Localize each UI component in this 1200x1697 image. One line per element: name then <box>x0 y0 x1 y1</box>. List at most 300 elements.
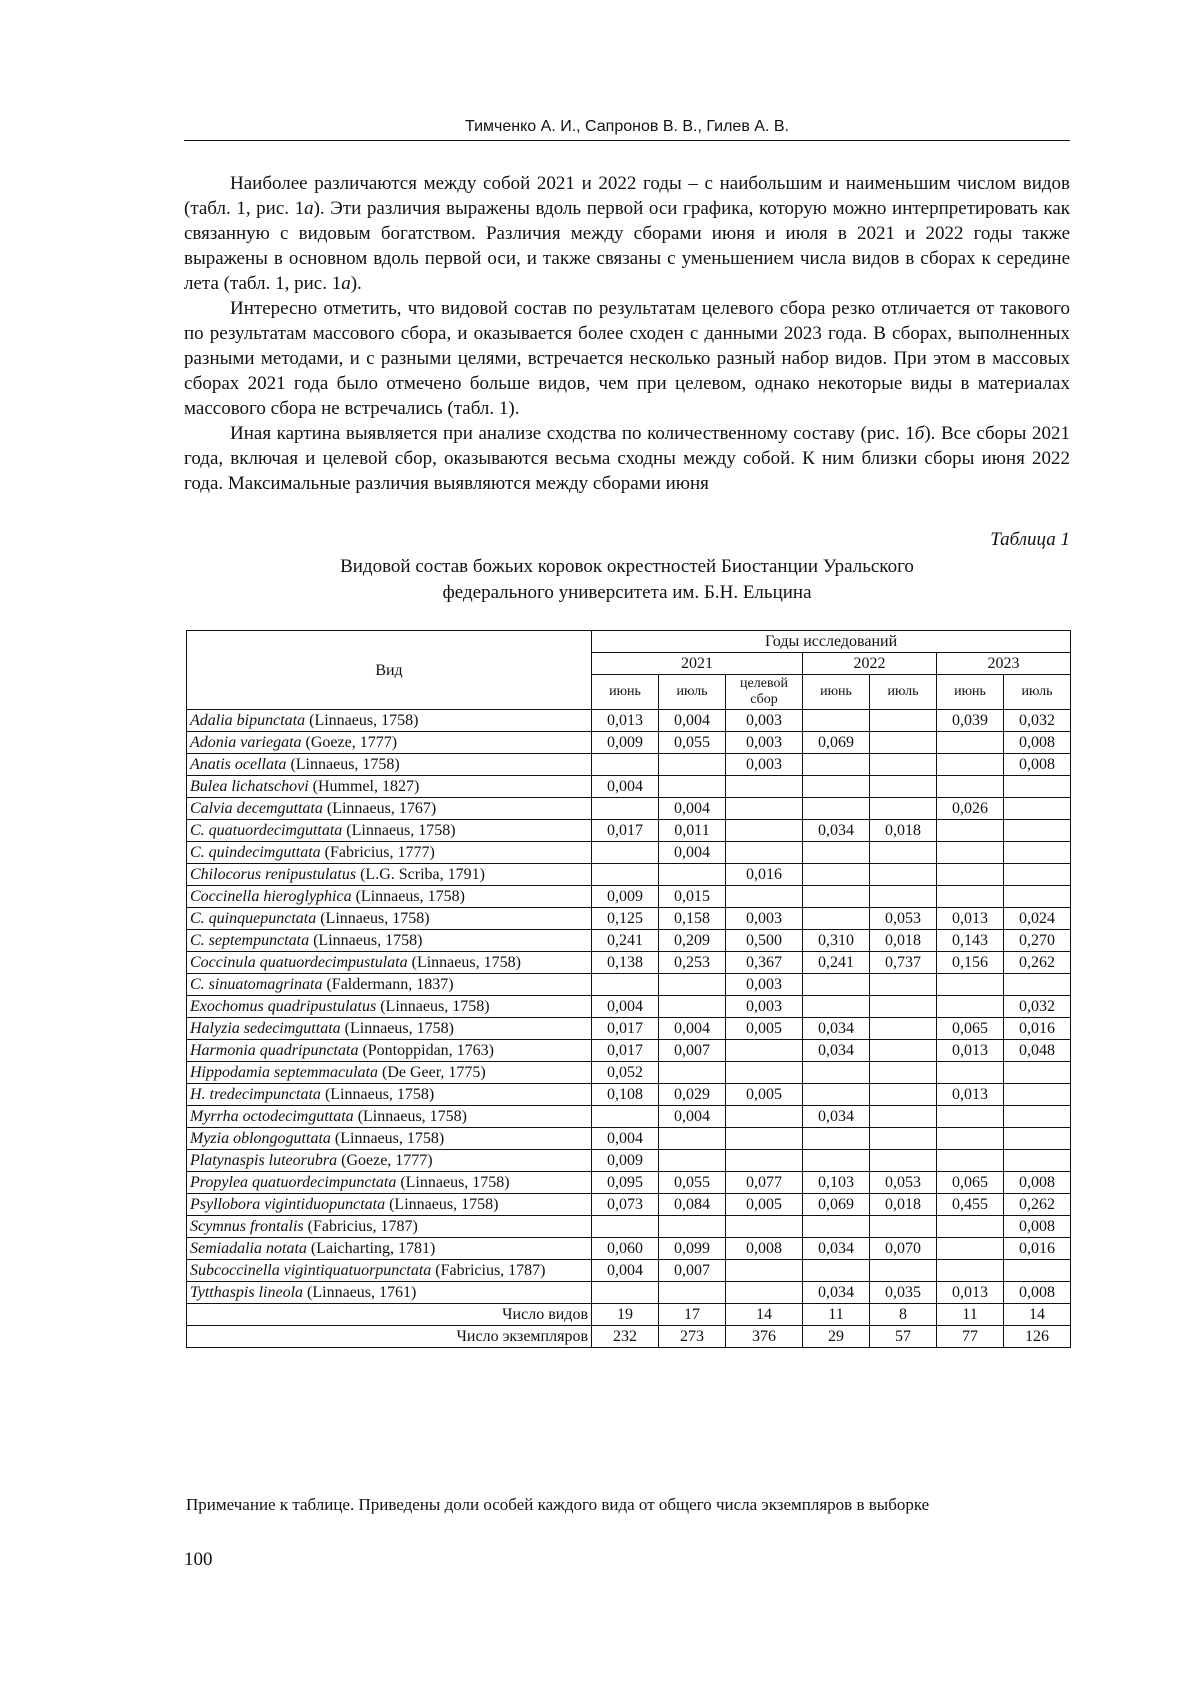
species-genus: Chilocorus renipustulatus <box>190 866 357 883</box>
value-cell: 0,007 <box>659 1260 726 1282</box>
species-name-cell <box>187 974 592 996</box>
value-cell: 0,035 <box>870 1282 937 1304</box>
value-cell <box>592 1216 659 1238</box>
value-cell: 0,003 <box>726 996 803 1018</box>
value-cell: 0,005 <box>726 1194 803 1216</box>
species-name-cell <box>187 1172 592 1194</box>
species-genus: Platynaspis luteorubra <box>190 1152 338 1169</box>
value-cell <box>870 1084 937 1106</box>
value-cell: 0,015 <box>659 886 726 908</box>
species-genus: C. quindecimguttata <box>190 844 321 861</box>
value-cell <box>870 1040 937 1062</box>
species-name-cell <box>187 864 592 886</box>
species-author: (Linnaeus, 1758) <box>305 712 419 729</box>
totals-value-cell: 17 <box>659 1304 726 1326</box>
value-cell: 0,084 <box>659 1194 726 1216</box>
value-cell <box>726 1062 803 1084</box>
species-author: (Pontoppidan, 1763) <box>358 1042 494 1059</box>
value-cell <box>870 974 937 996</box>
table-row <box>187 886 1071 908</box>
value-cell: 0,004 <box>592 1128 659 1150</box>
value-cell <box>937 1150 1004 1172</box>
value-cell: 0,018 <box>870 1194 937 1216</box>
value-cell <box>870 754 937 776</box>
value-cell <box>870 1260 937 1282</box>
value-cell <box>659 754 726 776</box>
value-cell: 0,262 <box>1004 1194 1071 1216</box>
value-cell <box>803 842 870 864</box>
species-table <box>186 630 1071 1348</box>
species-genus: Myzia oblongoguttata <box>190 1130 331 1147</box>
value-cell <box>1004 1062 1071 1084</box>
species-author: (Linnaeus, 1767) <box>322 800 437 817</box>
value-cell <box>592 1282 659 1304</box>
table-row <box>187 1172 1071 1194</box>
value-cell: 0,017 <box>592 1040 659 1062</box>
value-cell: 0,013 <box>937 908 1004 930</box>
value-cell: 0,034 <box>803 1238 870 1260</box>
species-author: (Linnaeus, 1758) <box>340 1020 454 1037</box>
value-cell: 0,253 <box>659 952 726 974</box>
body-text <box>184 171 1070 496</box>
totals-value-cell: 11 <box>937 1304 1004 1326</box>
value-cell: 0,013 <box>937 1040 1004 1062</box>
value-cell: 0,069 <box>803 732 870 754</box>
value-cell: 0,016 <box>1004 1238 1071 1260</box>
value-cell <box>937 996 1004 1018</box>
species-author: (Goeze, 1777) <box>337 1152 433 1169</box>
table-row <box>187 1260 1071 1282</box>
value-cell <box>726 820 803 842</box>
species-author: (Linnaeus, 1758) <box>330 1130 445 1147</box>
value-cell <box>803 908 870 930</box>
value-cell: 0,073 <box>592 1194 659 1216</box>
value-cell: 0,017 <box>592 820 659 842</box>
value-cell <box>870 798 937 820</box>
value-cell <box>870 996 937 1018</box>
value-cell <box>592 842 659 864</box>
value-cell: 0,003 <box>726 974 803 996</box>
species-name-cell <box>187 952 592 974</box>
table-row <box>187 1150 1071 1172</box>
table-row <box>187 864 1071 886</box>
value-cell: 0,004 <box>659 710 726 732</box>
year-2023-header: 2023 <box>937 653 1071 675</box>
value-cell <box>1004 864 1071 886</box>
value-cell: 0,004 <box>592 776 659 798</box>
table-row <box>187 974 1071 996</box>
value-cell <box>870 1106 937 1128</box>
species-author: (Linnaeus, 1758) <box>316 910 430 927</box>
species-genus: Halyzia sedecimguttata <box>190 1020 341 1037</box>
value-cell: 0,065 <box>937 1172 1004 1194</box>
species-genus: Exochomus quadripustulatus <box>190 998 377 1015</box>
value-cell <box>726 886 803 908</box>
species-name-cell <box>187 1238 592 1260</box>
totals-value-cell: 19 <box>592 1304 659 1326</box>
value-cell <box>870 710 937 732</box>
value-cell <box>726 842 803 864</box>
species-genus: Tytthaspis lineola <box>190 1284 304 1301</box>
species-name-cell <box>187 1106 592 1128</box>
species-genus: Adalia bipunctata <box>190 712 306 729</box>
species-table-body <box>187 710 1071 1348</box>
species-author: (Fabricius, 1787) <box>431 1262 546 1279</box>
species-author: (Linnaeus, 1758) <box>351 888 465 905</box>
value-cell <box>803 1062 870 1084</box>
value-cell <box>1004 1128 1071 1150</box>
totals-value-cell: 232 <box>592 1326 659 1348</box>
value-cell <box>1004 842 1071 864</box>
table-row <box>187 754 1071 776</box>
value-cell: 0,500 <box>726 930 803 952</box>
species-genus: C. septempunctata <box>190 932 310 949</box>
species-name-cell <box>187 710 592 732</box>
totals-label: Число видов <box>187 1304 592 1326</box>
value-cell <box>726 1040 803 1062</box>
value-cell: 0,065 <box>937 1018 1004 1040</box>
value-cell: 0,737 <box>870 952 937 974</box>
totals-value-cell: 126 <box>1004 1326 1071 1348</box>
species-author: (Goeze, 1777) <box>301 734 398 751</box>
species-author: (Linnaeus, 1758) <box>385 1196 499 1213</box>
table-row <box>187 908 1071 930</box>
species-genus: Harmonia quadripunctata <box>190 1042 359 1059</box>
value-cell <box>937 1106 1004 1128</box>
species-genus: Semiadalia notata <box>190 1240 307 1257</box>
value-cell: 0,008 <box>1004 754 1071 776</box>
species-genus: C. sinuatomagrinata <box>190 976 323 993</box>
totals-value-cell: 29 <box>803 1326 870 1348</box>
totals-row <box>187 1326 1071 1348</box>
value-cell: 0,125 <box>592 908 659 930</box>
value-cell <box>659 1062 726 1084</box>
species-author: (Linnaeus, 1758) <box>407 954 521 971</box>
totals-value-cell: 376 <box>726 1326 803 1348</box>
table-row <box>187 1062 1071 1084</box>
value-cell <box>726 1260 803 1282</box>
value-cell: 0,039 <box>937 710 1004 732</box>
value-cell <box>1004 776 1071 798</box>
totals-label: Число экземпляров <box>187 1326 592 1348</box>
value-cell <box>1004 798 1071 820</box>
value-cell <box>659 1150 726 1172</box>
value-cell: 0,013 <box>937 1084 1004 1106</box>
value-cell: 0,108 <box>592 1084 659 1106</box>
value-cell: 0,004 <box>659 1106 726 1128</box>
value-cell: 0,016 <box>1004 1018 1071 1040</box>
sub-header-june: июнь <box>592 675 659 710</box>
species-name-cell <box>187 732 592 754</box>
species-name-cell <box>187 1128 592 1150</box>
value-cell: 0,024 <box>1004 908 1071 930</box>
species-name-cell <box>187 754 592 776</box>
sub-header-july: июль <box>870 675 937 710</box>
species-genus: Bulea lichatschovi <box>190 778 309 795</box>
value-cell: 0,209 <box>659 930 726 952</box>
value-cell <box>870 1128 937 1150</box>
species-author: (Linnaeus, 1758) <box>353 1108 467 1125</box>
table-row <box>187 820 1071 842</box>
value-cell: 0,241 <box>592 930 659 952</box>
value-cell <box>1004 886 1071 908</box>
species-author: (De Geer, 1775) <box>377 1064 486 1081</box>
value-cell <box>592 974 659 996</box>
table-row <box>187 996 1071 1018</box>
value-cell: 0,008 <box>1004 1172 1071 1194</box>
value-cell: 0,026 <box>937 798 1004 820</box>
species-genus: C. quatuordecimguttata <box>190 822 343 839</box>
value-cell: 0,004 <box>659 798 726 820</box>
table-row <box>187 710 1071 732</box>
totals-value-cell: 273 <box>659 1326 726 1348</box>
table-row <box>187 1084 1071 1106</box>
species-name-cell <box>187 1150 592 1172</box>
value-cell: 0,310 <box>803 930 870 952</box>
value-cell <box>726 776 803 798</box>
species-genus: Coccinella hieroglyphica <box>190 888 352 905</box>
value-cell <box>937 974 1004 996</box>
value-cell <box>937 1260 1004 1282</box>
value-cell <box>803 1128 870 1150</box>
table-row <box>187 776 1071 798</box>
value-cell: 0,008 <box>1004 732 1071 754</box>
value-cell: 0,009 <box>592 886 659 908</box>
sub-header-july: июль <box>1004 675 1071 710</box>
species-genus: Psyllobora vigintiduopunctata <box>190 1196 386 1213</box>
table-row <box>187 1282 1071 1304</box>
value-cell <box>803 1084 870 1106</box>
species-author: (Linnaeus, 1758) <box>376 998 490 1015</box>
value-cell: 0,009 <box>592 732 659 754</box>
value-cell <box>726 1150 803 1172</box>
value-cell: 0,034 <box>803 1018 870 1040</box>
species-author: (Fabricius, 1787) <box>303 1218 418 1235</box>
value-cell: 0,003 <box>726 754 803 776</box>
species-author: (L.G. Scriba, 1791) <box>356 866 485 883</box>
value-cell <box>659 776 726 798</box>
totals-value-cell: 8 <box>870 1304 937 1326</box>
value-cell: 0,034 <box>803 1282 870 1304</box>
value-cell <box>592 864 659 886</box>
sub-header-target: целевой сбор <box>726 675 803 710</box>
value-cell: 0,017 <box>592 1018 659 1040</box>
value-cell: 0,034 <box>803 1106 870 1128</box>
value-cell: 0,069 <box>803 1194 870 1216</box>
value-cell: 0,053 <box>870 908 937 930</box>
value-cell <box>803 886 870 908</box>
sub-header-june: июнь <box>937 675 1004 710</box>
totals-value-cell: 11 <box>803 1304 870 1326</box>
species-name-cell <box>187 908 592 930</box>
value-cell: 0,003 <box>726 732 803 754</box>
value-cell <box>870 864 937 886</box>
running-head-authors: Тимченко А. И., Сапронов В. В., Гилев А. В. <box>465 118 789 135</box>
year-2021-header: 2021 <box>592 653 803 675</box>
value-cell <box>592 754 659 776</box>
value-cell <box>803 798 870 820</box>
value-cell <box>659 1216 726 1238</box>
value-cell: 0,455 <box>937 1194 1004 1216</box>
value-cell: 0,099 <box>659 1238 726 1260</box>
value-cell <box>726 1216 803 1238</box>
species-genus: C. quinquepunctata <box>190 910 317 927</box>
value-cell: 0,270 <box>1004 930 1071 952</box>
species-author: (Hummel, 1827) <box>308 778 420 795</box>
value-cell <box>937 820 1004 842</box>
value-cell <box>870 886 937 908</box>
value-cell: 0,018 <box>870 820 937 842</box>
value-cell: 0,008 <box>1004 1216 1071 1238</box>
value-cell <box>1004 1150 1071 1172</box>
value-cell <box>870 776 937 798</box>
value-cell: 0,004 <box>659 842 726 864</box>
header-rule <box>184 140 1070 141</box>
value-cell <box>726 1282 803 1304</box>
value-cell <box>803 776 870 798</box>
value-cell: 0,077 <box>726 1172 803 1194</box>
species-genus: Propylea quatuordecimpunctata <box>190 1174 397 1191</box>
table-title: Видовой состав божьих коровок окрестностей Биостанции Уральского федерального университета им. Б.Н. Ельцина <box>340 556 914 603</box>
value-cell <box>937 776 1004 798</box>
value-cell: 0,052 <box>592 1062 659 1084</box>
value-cell: 0,367 <box>726 952 803 974</box>
species-name-cell <box>187 886 592 908</box>
species-genus: Anatis ocellata <box>190 756 287 773</box>
col-species-header: Вид <box>187 631 592 710</box>
table-row <box>187 930 1071 952</box>
species-name-cell <box>187 820 592 842</box>
value-cell: 0,029 <box>659 1084 726 1106</box>
value-cell: 0,055 <box>659 1172 726 1194</box>
species-author: (Linnaeus, 1761) <box>303 1284 417 1301</box>
totals-value-cell: 77 <box>937 1326 1004 1348</box>
value-cell <box>1004 1084 1071 1106</box>
value-cell: 0,009 <box>592 1150 659 1172</box>
paragraph-3: Иная картина выявляется при анализе сходства по количественному составу (рис. 1б). Все сборы 2021 года, включая и целевой сбор, оказываются весьма сходны между собой. К ним близки сборы июня 2022 года. Максимальные различия выявляются между сборами июня <box>184 423 1070 494</box>
value-cell <box>659 1128 726 1150</box>
species-genus: Scymnus frontalis <box>190 1218 304 1235</box>
value-cell: 0,034 <box>803 820 870 842</box>
species-author: (Linnaeus, 1758) <box>309 932 423 949</box>
value-cell: 0,013 <box>592 710 659 732</box>
value-cell <box>592 1106 659 1128</box>
value-cell <box>803 710 870 732</box>
value-cell: 0,103 <box>803 1172 870 1194</box>
species-name-cell <box>187 842 592 864</box>
value-cell <box>803 996 870 1018</box>
table-row <box>187 1018 1071 1040</box>
paragraph-2: Интересно отметить, что видовой состав по результатам целевого сбора резко отличается от такового по результатам массового сбора, и оказывается более сходен с данными 2023 года. В сборах, выполненных разными методами, и с разными целями, встречается несколько разный набор видов. При этом в массовых сборах 2021 года было отмечено больше видов, чем при целевом, однако некоторые виды в материалах массового сбора не встречались (табл. 1). <box>184 298 1070 419</box>
species-genus: H. tredecimpunctata <box>190 1086 321 1103</box>
value-cell <box>803 1216 870 1238</box>
species-author: (Fabricius, 1777) <box>320 844 435 861</box>
value-cell <box>659 996 726 1018</box>
page-number: 100 <box>184 1549 213 1570</box>
value-cell: 0,055 <box>659 732 726 754</box>
species-genus: Adonia variegata <box>190 734 302 751</box>
paragraph-1: Наиболее различаются между собой 2021 и 2022 годы – с наибольшим и наименьшим числом видов (табл. 1, рис. 1а). Эти различия выражены вдоль первой оси графика, которую можно интерпретировать как связанную с видовым богатством. Различия между сборами июня и июля в 2021 и 2022 годы также выражены в основном вдоль первой оси, и также связаны с уменьшением числа видов в сборах к середине лета (табл. 1, рис. 1а). <box>184 173 1071 294</box>
value-cell: 0,004 <box>659 1018 726 1040</box>
table-row <box>187 1216 1071 1238</box>
value-cell <box>870 1018 937 1040</box>
species-author: (Linnaeus, 1758) <box>320 1086 435 1103</box>
value-cell <box>726 798 803 820</box>
value-cell <box>803 754 870 776</box>
species-name-cell <box>187 1282 592 1304</box>
value-cell: 0,003 <box>726 908 803 930</box>
totals-value-cell: 14 <box>1004 1304 1071 1326</box>
totals-row <box>187 1304 1071 1326</box>
value-cell: 0,048 <box>1004 1040 1071 1062</box>
value-cell <box>803 1150 870 1172</box>
species-name-cell <box>187 996 592 1018</box>
table-row <box>187 798 1071 820</box>
value-cell <box>803 864 870 886</box>
value-cell <box>1004 1106 1071 1128</box>
value-cell: 0,005 <box>726 1018 803 1040</box>
value-cell <box>937 1128 1004 1150</box>
species-name-cell <box>187 776 592 798</box>
table-label: Таблица 1 <box>990 529 1070 550</box>
value-cell: 0,004 <box>592 996 659 1018</box>
value-cell: 0,007 <box>659 1040 726 1062</box>
value-cell <box>937 754 1004 776</box>
value-cell <box>937 732 1004 754</box>
value-cell <box>659 974 726 996</box>
value-cell: 0,060 <box>592 1238 659 1260</box>
species-name-cell <box>187 1062 592 1084</box>
value-cell: 0,004 <box>592 1260 659 1282</box>
value-cell: 0,005 <box>726 1084 803 1106</box>
species-genus: Calvia decemguttata <box>190 800 323 817</box>
value-cell <box>726 1106 803 1128</box>
value-cell <box>937 886 1004 908</box>
species-name-cell <box>187 1040 592 1062</box>
table-row <box>187 732 1071 754</box>
value-cell: 0,143 <box>937 930 1004 952</box>
value-cell: 0,138 <box>592 952 659 974</box>
value-cell: 0,156 <box>937 952 1004 974</box>
value-cell <box>870 1216 937 1238</box>
value-cell: 0,008 <box>1004 1282 1071 1304</box>
table-row <box>187 1040 1071 1062</box>
value-cell: 0,095 <box>592 1172 659 1194</box>
table-note: Примечание к таблице. Приведены доли особей каждого вида от общего числа экземпляров в выборке <box>186 1495 930 1514</box>
sub-header-june: июнь <box>803 675 870 710</box>
value-cell: 0,032 <box>1004 996 1071 1018</box>
totals-value-cell: 57 <box>870 1326 937 1348</box>
value-cell <box>1004 974 1071 996</box>
species-author: (Linnaeus, 1758) <box>396 1174 510 1191</box>
species-author: (Linnaeus, 1758) <box>342 822 456 839</box>
species-name-cell <box>187 1018 592 1040</box>
value-cell <box>937 1062 1004 1084</box>
value-cell <box>937 1238 1004 1260</box>
value-cell <box>870 1062 937 1084</box>
value-cell: 0,013 <box>937 1282 1004 1304</box>
value-cell: 0,034 <box>803 1040 870 1062</box>
table-row <box>187 1238 1071 1260</box>
value-cell: 0,008 <box>726 1238 803 1260</box>
table-row <box>187 1194 1071 1216</box>
value-cell <box>726 1128 803 1150</box>
value-cell: 0,016 <box>726 864 803 886</box>
value-cell <box>659 1282 726 1304</box>
value-cell: 0,241 <box>803 952 870 974</box>
value-cell <box>937 864 1004 886</box>
value-cell: 0,262 <box>1004 952 1071 974</box>
